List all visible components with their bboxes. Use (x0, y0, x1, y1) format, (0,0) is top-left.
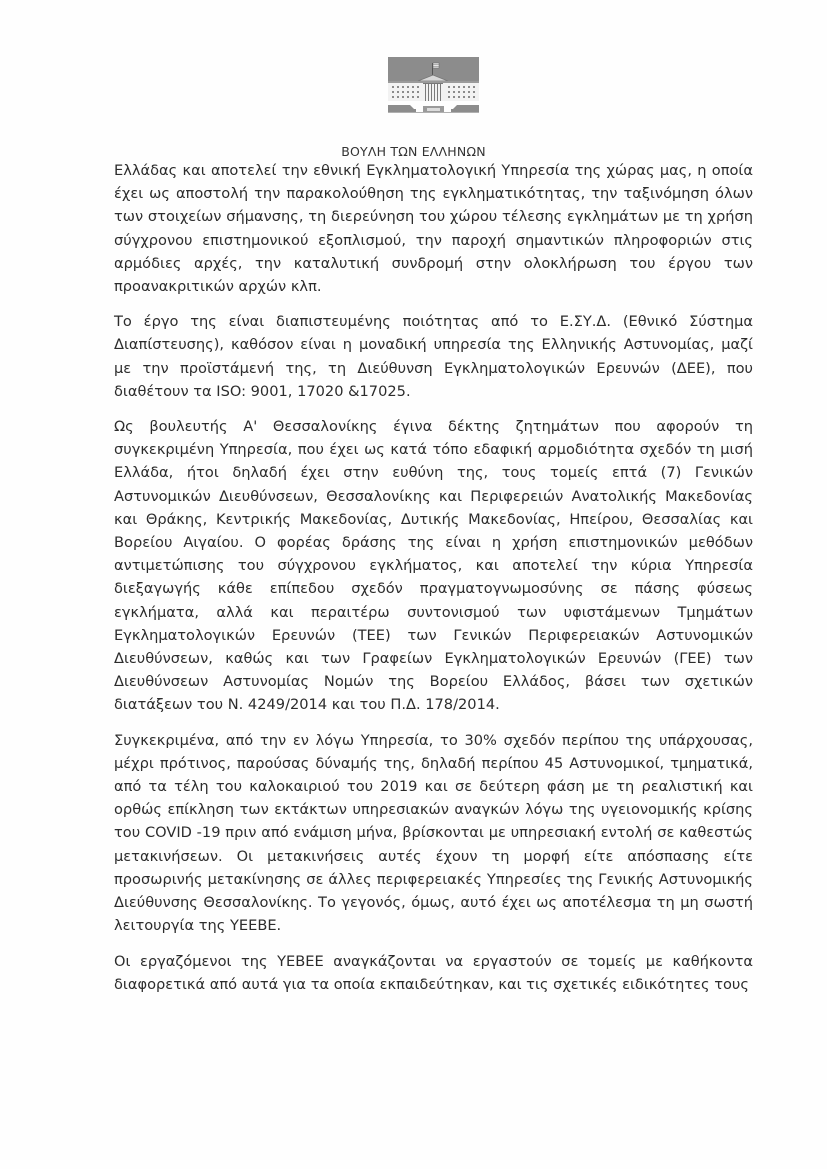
paragraph-jurisdiction: Ως βουλευτής Α' Θεσσαλονίκης έγινα δέκτης ζητημάτων που αφορούν τη συγκεκριμένη Υπηρεσία, που έχει ως κατά τόπο εδαφική αρμοδιότητα σχεδόν τη μισή Ελλάδα, ήτοι δηλαδή έχει στην ευθύνη της, τους τομείς επτά (7) Γενικών Αστυνομικών Διευθύνσεων, Θεσσαλονίκης και Περιφερειών Ανατολικής Μακεδονίας και Θράκης, Κεντρικής Μακεδονίας, Δυτικής Μακεδονίας, Ηπείρου, Θεσσαλίας και Βορείου Αιγαίου. Ο φορέας δράσης της είναι η χρήση επιστημονικών μεθόδων αντιμετώπισης του σύγχρονου εγκλήματος, και αποτελεί την κύρια Υπηρεσία διεξαγωγής κάθε επίπεδου σχεδόν πραγματογνωμοσύνης σε πάσης φύσεως εγκλήματα, αλλά και περαιτέρω συντονισμού των υφιστάμενων Τμημάτων Εγκληματολογικών Ερευνών (ΤΕΕ) των Γενικών Περιφερειακών Αστυνομικών Διευθύνσεων, καθώς και των Γραφείων Εγκληματολογικών Ερευνών (ΓΕΕ) των Διευθύνσεων Αστυνομίας Νομών της Βορείου Ελλάδος, βάσει των σχετικών διατάξεων του Ν. 4249/2014 και του Π.Δ. 178/2014. (114, 418, 753, 714)
paragraph-service-description: Ελλάδας και αποτελεί την εθνική Εγκληματολογική Υπηρεσία της χώρας μας, η οποία έχει ως αποστολή την παρακολούθηση της εγκληματικότητας, την ταξινόμηση όλων των στοιχείων σήμανσης, τη διερεύνηση του χώρου τέλεσης εγκλημάτων με τη χρήση σύγχρονου επιστημονικού εξοπλισμού, την παροχή σημαντικών πληροφοριών στις αρμόδιες αρχές, την καταλυτική συνδρομή στην ολοκλήρωση του έργου των προανακριτικών αρχών κλπ. (114, 162, 753, 296)
parliament-building-icon (388, 57, 479, 119)
letter-body (114, 159, 753, 996)
organization-name: ΒΟΥΛΗ ΤΩΝ ΕΛΛΗΝΩΝ (341, 144, 486, 159)
paragraph-accreditation: Το έργο της είναι διαπιστευμένης ποιότητας από το Ε.ΣΥ.Δ. (Εθνικό Σύστημα Διαπίστευσης), καθόσον είναι η μοναδική υπηρεσία της Ελληνικής Αστυνομίας, μαζί με την προϊστάμενή της, τη Διεύθυνση Εγκληματολογικών Ερευνών (ΔΕΕ), που διαθέτουν τα ISO: 9001, 17020 &17025. (114, 313, 753, 400)
paragraph-employees: Οι εργαζόμενοι της ΥΕΒΕΕ αναγκάζονται να εργαστούν σε τομείς με καθήκοντα διαφορετικά από αυτά για τα οποία εκπαιδεύτηκαν, και τις σχετικές ειδικότητες τους (114, 952, 753, 993)
paragraph-staff-transfers: Συγκεκριμένα, από την εν λόγω Υπηρεσία, το 30% σχεδόν περίπου της υπάρχουσας, μέχρι πρότινος, παρούσας δύναμής της, δηλαδή περίπου 45 Αστυνομικοί, τμηματικά, από τα τέλη του καλοκαιριού του 2019 και σε δεύτερη φάση με τη ρεαλιστική και ορθώς επίκληση των εκτάκτων υπηρεσιακών αναγκών λόγω της υγειονομικής κρίσης του COVID -19 πριν από ενάμιση μήνα, βρίσκονται με υπηρεσιακή εντολή σε καθεστώς μετακινήσεων. Οι μετακινήσεις αυτές έχουν τη μορφή είτε απόσπασης είτε προσωρινής μετακίνησης σε άλλες περιφερειακές Υπηρεσίες της Γενικής Αστυνομικής Διεύθυνσης Θεσσαλονίκης. Το γεγονός, όμως, αυτό έχει ως αποτέλεσμα τη μη σωστή λειτουργία της ΥΕΕΒΕ. (114, 731, 753, 935)
